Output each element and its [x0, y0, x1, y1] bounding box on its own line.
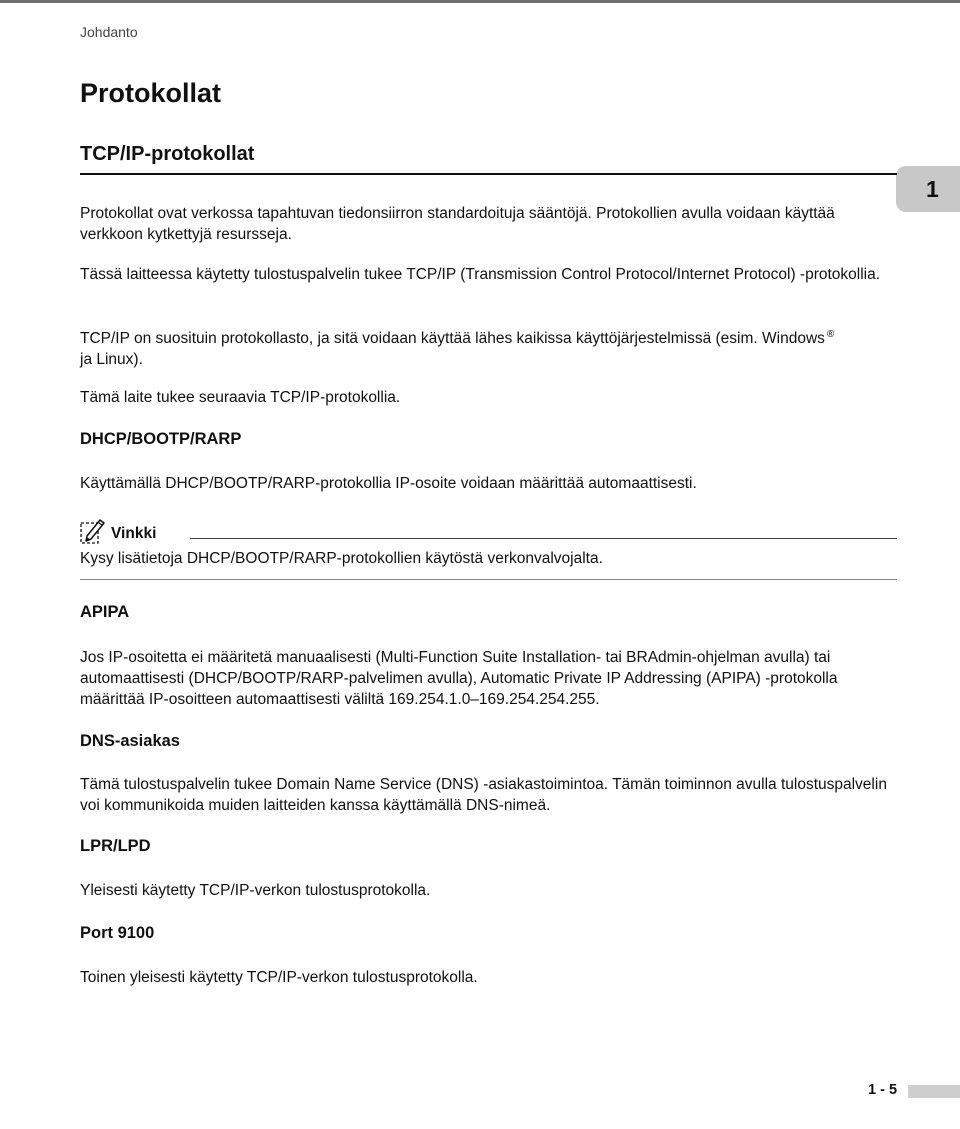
support-paragraph: Tämä laite tukee seuraavia TCP/IP-protokollia.: [80, 389, 401, 406]
protocol-text-lpr: Yleisesti käytetty TCP/IP-verkon tulostusprotokolla.: [80, 882, 431, 899]
note-label: Vinkki: [111, 525, 157, 542]
note-rule-bottom: [80, 579, 897, 580]
page-number: 1 - 5: [868, 1082, 898, 1098]
chapter-number: 1: [926, 176, 939, 202]
registered-mark: ®: [826, 329, 835, 340]
protocol-heading-port9100: Port 9100: [80, 924, 155, 942]
tcpip-paragraph: [80, 324, 850, 370]
page-number-bar: [908, 1085, 960, 1098]
protocol-heading-lpr: LPR/LPD: [80, 837, 151, 855]
note-rule-top: [190, 538, 897, 539]
section-title: TCP/IP-protokollat: [80, 143, 255, 165]
page-title: Protokollat: [80, 78, 222, 108]
protocol-heading-dhcp: DHCP/BOOTP/RARP: [80, 430, 242, 448]
running-header: Johdanto: [80, 24, 138, 40]
protocol-text-port9100: Toinen yleisesti käytetty TCP/IP-verkon tulostusprotokolla.: [80, 969, 478, 986]
section-divider: [80, 173, 897, 175]
top-rule: [0, 0, 960, 3]
tcpip-paragraph-tail: ja Linux).: [80, 351, 143, 368]
server-paragraph: Tässä laitteessa käytetty tulostuspalvelin tukee TCP/IP (Transmission Control Protocol/Internet Protocol) -protokollia.: [80, 266, 881, 283]
protocol-heading-apipa: APIPA: [80, 603, 130, 621]
intro-paragraph: Protokollat ovat verkossa tapahtuvan tiedonsiirron standardoituja sääntöjä. Protokollien avulla voidaan käyttää verkkoon kytkettyjä resursseja.: [80, 205, 835, 243]
note-text: Kysy lisätietoja DHCP/BOOTP/RARP-protokollien käytöstä verkonvalvojalta.: [80, 550, 603, 567]
protocol-heading-dns: DNS-asiakas: [80, 732, 180, 750]
tcpip-paragraph-text: TCP/IP on suosituin protokollasto, ja sitä voidaan käyttää lähes kaikissa käyttöjärjestelmissä (esim. Windows: [80, 330, 825, 347]
note-pencil-icon: [80, 517, 106, 545]
protocol-text-dhcp: Käyttämällä DHCP/BOOTP/RARP-protokollia IP-osoite voidaan määrittää automaattisesti.: [80, 475, 697, 492]
protocol-text-dns: Tämä tulostuspalvelin tukee Domain Name Service (DNS) -asiakastoimintoa. Tämän toiminnon avulla tulostuspalvelin voi kommunikoida muiden laitteiden kanssa käyttämällä DNS-nimeä.: [80, 776, 887, 814]
protocol-text-apipa: Jos IP-osoitetta ei määritetä manuaalisesti (Multi-Function Suite Installation- tai BRAdmin-ohjelman avulla) tai automaattisesti (DHCP/BOOTP/RARP-palvelimen avulla), Automatic Private IP Addressing (APIPA) -protokolla määrittää IP-osoitteen automaattisesti väliltä 169.254.1.0–169.254.254.255.: [80, 649, 838, 708]
chapter-tab: [896, 166, 960, 212]
